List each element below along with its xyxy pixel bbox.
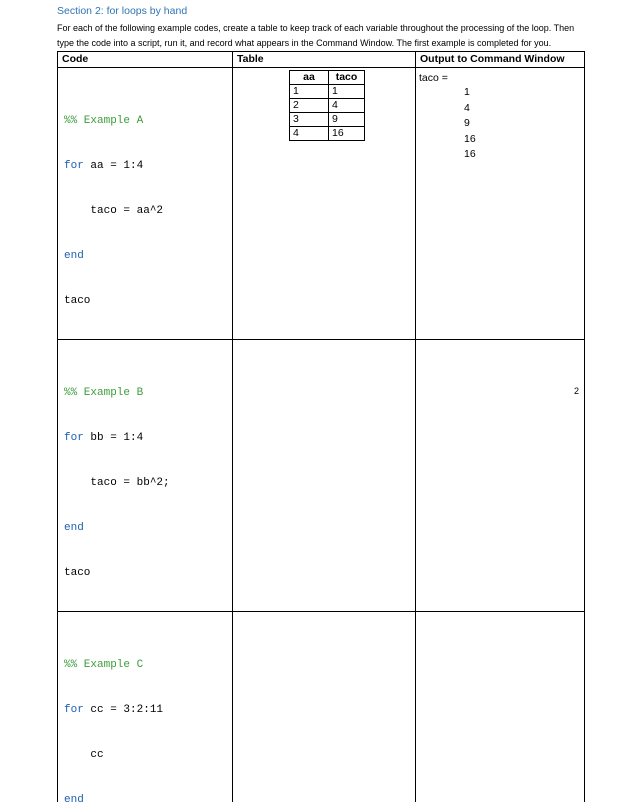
output-cell-c[interactable] [416, 612, 585, 802]
output-value: 16 [419, 147, 584, 163]
code-line: cc [64, 748, 232, 763]
tracking-header: aa [290, 71, 329, 85]
tracking-cell: 1 [290, 85, 329, 99]
code-cell-b [58, 340, 233, 612]
output-cell-b[interactable] [416, 340, 585, 612]
code-comment: %% Example C [64, 658, 232, 673]
code-comment: %% Example A [64, 114, 232, 129]
worksheet-table [57, 51, 585, 802]
instructions-text: For each of the following example codes, create a table to keep track of each variable throughout the processing of the loop. Then type the code into a script, run it, and record what appears in the Command Window. The first example is completed for you. [57, 21, 587, 50]
code-line: bb = 1:4 [84, 432, 143, 444]
table-cell-c[interactable] [233, 612, 416, 802]
code-keyword: end [64, 793, 232, 802]
output-value: 16 [419, 132, 584, 148]
code-line: taco [64, 294, 232, 309]
tracking-cell: 4 [329, 99, 365, 113]
page-number: 2 [574, 386, 579, 396]
tracking-cell: 4 [290, 127, 329, 141]
code-keyword: for [64, 704, 84, 716]
code-keyword: for [64, 432, 84, 444]
code-line: cc = 3:2:11 [84, 704, 163, 716]
code-line: taco [64, 566, 232, 581]
code-keyword: for [64, 160, 84, 172]
tracking-cell: 2 [290, 99, 329, 113]
tracking-table [289, 70, 365, 141]
code-comment: %% Example B [64, 386, 232, 401]
output-cell-a [416, 68, 585, 340]
code-cell-c [58, 612, 233, 802]
section-title: Section 2: for loops by hand [57, 5, 187, 17]
code-keyword: end [64, 521, 232, 536]
output-value: 9 [419, 116, 584, 132]
header-output: Output to Command Window [416, 52, 585, 68]
tracking-cell: 1 [329, 85, 365, 99]
code-line: aa = 1:4 [84, 160, 143, 172]
output-value: 4 [419, 101, 584, 117]
header-table: Table [233, 52, 416, 68]
output-label: taco = [419, 71, 584, 85]
tracking-cell: 9 [329, 113, 365, 127]
table-cell-b[interactable] [233, 340, 416, 612]
code-cell-a [58, 68, 233, 340]
tracking-header: taco [329, 71, 365, 85]
table-cell-a [233, 68, 416, 340]
tracking-cell: 3 [290, 113, 329, 127]
code-keyword: end [64, 249, 232, 264]
output-value: 1 [419, 85, 584, 101]
code-line: taco = aa^2 [64, 204, 232, 219]
header-code: Code [58, 52, 233, 68]
code-line: taco = bb^2; [64, 476, 232, 491]
tracking-cell: 16 [329, 127, 365, 141]
